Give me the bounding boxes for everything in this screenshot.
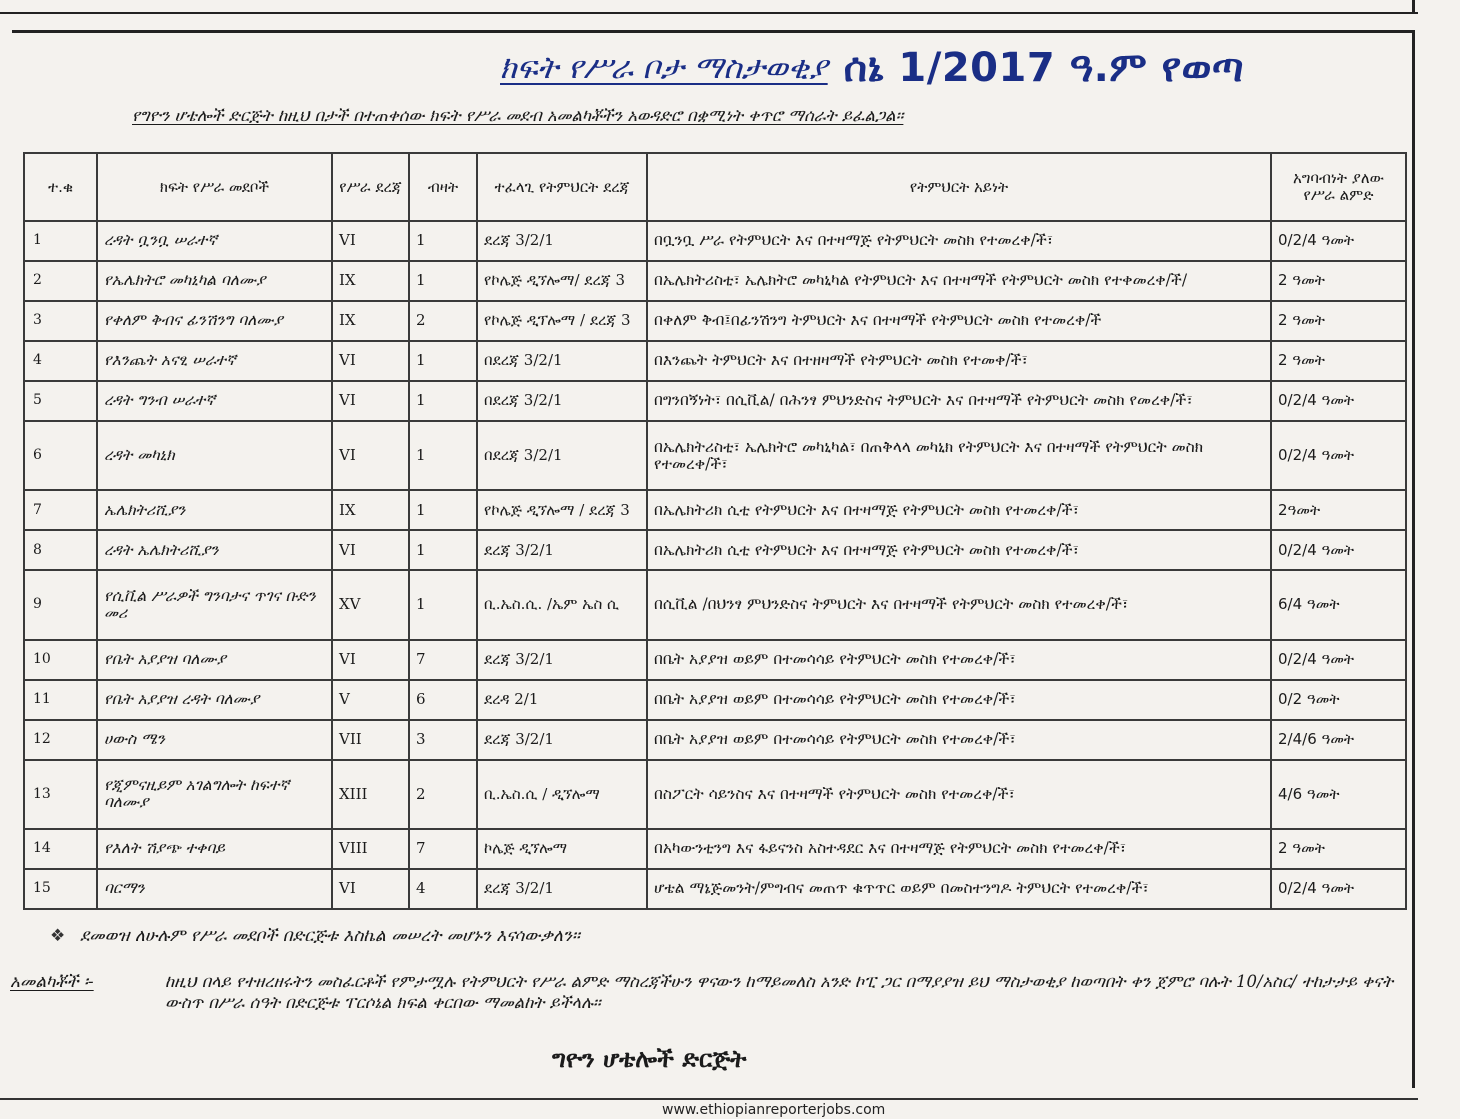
education-type: በኤሌክትሪስቲ፣ ኤሌክትሮ መካኒካል፣ በጠቅላላ መካኒክ የትምህርት እና በተዛማች የትምህርት መስክ የተመረቀ/ች፣ [647, 421, 1271, 490]
position-title: የሲቪል ሥራዎች ግንባታና ጥገና ቡድን መሪ [97, 570, 332, 639]
quantity: 1 [409, 261, 477, 301]
footer-url: www.ethiopianreporterjobs.com [662, 1102, 886, 1118]
job-level: VI [332, 381, 409, 421]
quantity: 1 [409, 381, 477, 421]
row-number: 10 [24, 640, 97, 680]
position-title: የእንጨት አናፂ ሠራተኛ [97, 341, 332, 381]
position-title: ኤሌክትሪሺያን [97, 490, 332, 530]
row-number: 1 [24, 221, 97, 261]
table-row [24, 530, 1406, 570]
table-row [24, 421, 1406, 490]
row-number: 15 [24, 869, 97, 909]
education-type: በሲቪል /በህንፃ ምህንድስና ትምህርት እና በተዛማች የትምህርት መስክ የተመረቀ/ች፣ [647, 570, 1271, 639]
experience: 2 ዓመት [1271, 829, 1406, 869]
vacancy-table [23, 152, 1407, 910]
experience: 0/2/4 ዓመት [1271, 530, 1406, 570]
col-header-quantity: ብዛት [409, 153, 477, 221]
quantity: 1 [409, 341, 477, 381]
table-row [24, 301, 1406, 341]
position-title: ረዳት ቧንቧ ሠራተኛ [97, 221, 332, 261]
experience: 2ዓመት [1271, 490, 1406, 530]
row-number: 13 [24, 760, 97, 829]
row-number: 3 [24, 301, 97, 341]
position-title: ሀውስ ሜን [97, 720, 332, 760]
experience: 2 ዓመት [1271, 301, 1406, 341]
applicants-instructions: ከዚህ በላይ የተዘረዘሩትን መስፈርቶች የምታሟሉ የትምህርት የሥራ ልምድ ማስረጃችሁን ዋናውን ከማይመለስ አንድ ኮፒ ጋር በማያያዝ ይህ ማስታወቂያ ከወጣበት ቀን ጀምሮ ባሉት 10/አስር/ ተከታታይ ቀናት ውስጥ በሥራ ሰዓት በድርጅቱ ፐርሶኔል ክፍል ቀርበው ማመልከት ይችላሉ፡፡ [165, 972, 1394, 1012]
education-level: ኮሌጅ ዲኘሎማ [477, 829, 647, 869]
row-number: 7 [24, 490, 97, 530]
education-type: በኤሌክትሪክ ሲቲ የትምህርት እና በተዛማጅ የትምህርት መስክ የተመረቀ/ች፣ [647, 530, 1271, 570]
education-level: የኮሌጅ ዲፕሎማ / ደረጃ 3 [477, 301, 647, 341]
col-header-education-level: ተፈላጊ የትምህርት ደረጃ [477, 153, 647, 221]
col-header-experience: አግባብነት ያለው የሥራ ልምድ [1271, 153, 1406, 221]
col-header-no: ተ.ቁ [24, 153, 97, 221]
table-row [24, 680, 1406, 720]
education-level: የኮሌጅ ዲኘሎማ / ደረጃ 3 [477, 490, 647, 530]
job-level: VI [332, 869, 409, 909]
education-level: ቢ.ኤስ.ሲ / ዲኘሎማ [477, 760, 647, 829]
experience: 0/2/4 ዓመት [1271, 221, 1406, 261]
quantity: 1 [409, 490, 477, 530]
job-level: VIII [332, 829, 409, 869]
job-level: IX [332, 490, 409, 530]
table-header-row [24, 153, 1406, 221]
ad-subtitle: የግዮን ሆቴሎች ድርጅት ከዚህ በታች በተጠቀሰው ክፍት የሥራ መደብ አመልካቾችን አወዳድሮ በቋሚነት ቀጥሮ ማሰራት ይፈልጋል፡፡ [132, 106, 904, 125]
position-title: የቀለም ቅብና ፊንሽንግ ባለሙያ [97, 301, 332, 341]
education-type: በኤሌክትሪክ ሲቲ የትምህርት እና በተዛማጅ የትምህርት መስክ የተመረቀ/ች፣ [647, 490, 1271, 530]
ad-title [500, 42, 1405, 94]
row-number: 5 [24, 381, 97, 421]
education-level: ደረጃ 3/2/1 [477, 869, 647, 909]
experience: 2 ዓመት [1271, 341, 1406, 381]
education-level: በደረጃ 3/2/1 [477, 421, 647, 490]
table-row [24, 221, 1406, 261]
education-level: ደረጃ 3/2/1 [477, 221, 647, 261]
quantity: 7 [409, 640, 477, 680]
experience: 0/2/4 ዓመት [1271, 421, 1406, 490]
table-row [24, 720, 1406, 760]
education-type: በአካውንቲንግ እና ፋይናንስ አስተዳደር እና በተዛማጅ የትምህርት መስክ የተመረቀ/ች፣ [647, 829, 1271, 869]
experience: 0/2/4 ዓመት [1271, 381, 1406, 421]
quantity: 2 [409, 301, 477, 341]
job-level: VI [332, 421, 409, 490]
title-date: ሰኔ 1/2017 ዓ.ም የወጣ [843, 45, 1245, 91]
quantity: 6 [409, 680, 477, 720]
row-number: 2 [24, 261, 97, 301]
experience: 0/2/4 ዓመት [1271, 869, 1406, 909]
position-title: የኤሌክትሮ መካኒካል ባለሙያ [97, 261, 332, 301]
education-type: በግንበኝነት፣ በሲቪል/ በሕንፃ ምህንድስና ትምህርት እና በተዛማች የትምህርት መስክ የመረቀ/ች፣ [647, 381, 1271, 421]
education-type: በቤት አያያዝ ወይም በተመሳሳይ የትምህርት መስክ የተመረቀ/ች፣ [647, 680, 1271, 720]
job-level: VI [332, 530, 409, 570]
table-row [24, 570, 1406, 639]
position-title: የቤት አያያዝ ባለሙያ [97, 640, 332, 680]
row-number: 14 [24, 829, 97, 869]
experience: 2/4/6 ዓመት [1271, 720, 1406, 760]
row-number: 8 [24, 530, 97, 570]
quantity: 3 [409, 720, 477, 760]
education-level: በደረጃ 3/2/1 [477, 341, 647, 381]
table-row [24, 381, 1406, 421]
quantity: 1 [409, 421, 477, 490]
quantity: 2 [409, 760, 477, 829]
col-header-position: ክፍት የሥራ መደቦች [97, 153, 332, 221]
title-text: ክፍት የሥራ ቦታ ማስታወቂያ [500, 49, 828, 86]
col-header-education-type: የትምህርት አይነት [647, 153, 1271, 221]
position-title: የቤት አያያዝ ረዳት ባለሙያ [97, 680, 332, 720]
education-type: በቧንቧ ሥራ የትምህርት እና በተዛማጅ የትምህርት መስክ የተመረቀ/ች፣ [647, 221, 1271, 261]
table-row [24, 829, 1406, 869]
bullet-icon: ❖ [50, 926, 66, 946]
education-level: በደረጃ 3/2/1 [477, 381, 647, 421]
top-rule [0, 12, 1418, 14]
experience: 2 ዓመት [1271, 261, 1406, 301]
education-level: ደረጃ 3/2/1 [477, 720, 647, 760]
job-level: VII [332, 720, 409, 760]
job-level: V [332, 680, 409, 720]
education-type: በኤሌክትሪስቲ፣ ኤሌክትሮ መካኒካል የትምህርት እና በተዛማች የትምህርት መስክ የተቀመረቀ/ች/ [647, 261, 1271, 301]
experience: 4/6 ዓመት [1271, 760, 1406, 829]
position-title: የእለት ሽያጭ ተቀባይ [97, 829, 332, 869]
position-title: ረዳት ግንብ ሠራተኛ [97, 381, 332, 421]
education-level: ደረጃ 3/2/1 [477, 640, 647, 680]
education-type: በቤት አያያዝ ወይም በተመሳሳይ የትምህርት መስክ የተመረቀ/ች፣ [647, 720, 1271, 760]
education-type: በቀለም ቅብ፤በፊንሽንግ ትምህርት እና በተዛማች የትምህርት መስክ የተመረቀ/ች [647, 301, 1271, 341]
experience: 0/2 ዓመት [1271, 680, 1406, 720]
education-type: በስፖርት ሳይንስና እና በተዛማች የትምህርት መስክ የተመረቀ/ች፣ [647, 760, 1271, 829]
row-number: 11 [24, 680, 97, 720]
quantity: 4 [409, 869, 477, 909]
quantity: 1 [409, 221, 477, 261]
job-level: VI [332, 221, 409, 261]
top-right-rule [1412, 0, 1415, 14]
bottom-rule [0, 1098, 1418, 1100]
position-title: ባርማን [97, 869, 332, 909]
education-type: ሆቴል ማኔጅመንት/ምግብና መጠጥ ቁጥጥር ወይም በመስተንግዶ ትምህርት የተመረቀ/ች፣ [647, 869, 1271, 909]
quantity: 7 [409, 829, 477, 869]
education-level: ደረዳ 2/1 [477, 680, 647, 720]
col-header-level: የሥራ ደረጃ [332, 153, 409, 221]
row-number: 4 [24, 341, 97, 381]
experience: 0/2/4 ዓመት [1271, 640, 1406, 680]
row-number: 12 [24, 720, 97, 760]
table-row [24, 869, 1406, 909]
position-title: የጂምናዚይም አገልግሎት ከፍተኛ ባለሙያ [97, 760, 332, 829]
education-level: የኮሌጅ ዲኘሎማ/ ደረጃ 3 [477, 261, 647, 301]
salary-note [50, 926, 1390, 946]
education-level: ቢ.ኤስ.ሲ. /ኤም ኤስ ሲ [477, 570, 647, 639]
organization-signature: ግዮን ሆቴሎች ድርጅት [552, 1044, 747, 1073]
row-number: 9 [24, 570, 97, 639]
position-title: ረዳት መካኒክ [97, 421, 332, 490]
quantity: 1 [409, 530, 477, 570]
experience: 6/4 ዓመት [1271, 570, 1406, 639]
table-row [24, 261, 1406, 301]
table-row [24, 341, 1406, 381]
row-number: 6 [24, 421, 97, 490]
job-level: VI [332, 341, 409, 381]
position-title: ረዳት ኤሌክትሪሺያን [97, 530, 332, 570]
job-level: IX [332, 261, 409, 301]
job-level: XIII [332, 760, 409, 829]
education-type: በቤት አያያዝ ወይም በተመሳሳይ የትምህርት መስክ የተመረቀ/ች፣ [647, 640, 1271, 680]
quantity: 1 [409, 570, 477, 639]
table-row [24, 640, 1406, 680]
education-level: ደረጃ 3/2/1 [477, 530, 647, 570]
table-row [24, 490, 1406, 530]
table-row [24, 760, 1406, 829]
salary-note-text: ደመወዝ ለሁሉም የሥራ መደቦች በድርጅቱ እስኬል መሠረት መሆኑን እናሳውቃለን፡፡ [80, 926, 580, 946]
job-level: IX [332, 301, 409, 341]
education-type: በእንጨት ትምህርት እና በተዘዛማች የትምህርት መስክ የተመቀ/ች፣ [647, 341, 1271, 381]
job-level: VI [332, 640, 409, 680]
job-level: XV [332, 570, 409, 639]
applicants-label: አመልካቾች ፡- [10, 972, 94, 992]
